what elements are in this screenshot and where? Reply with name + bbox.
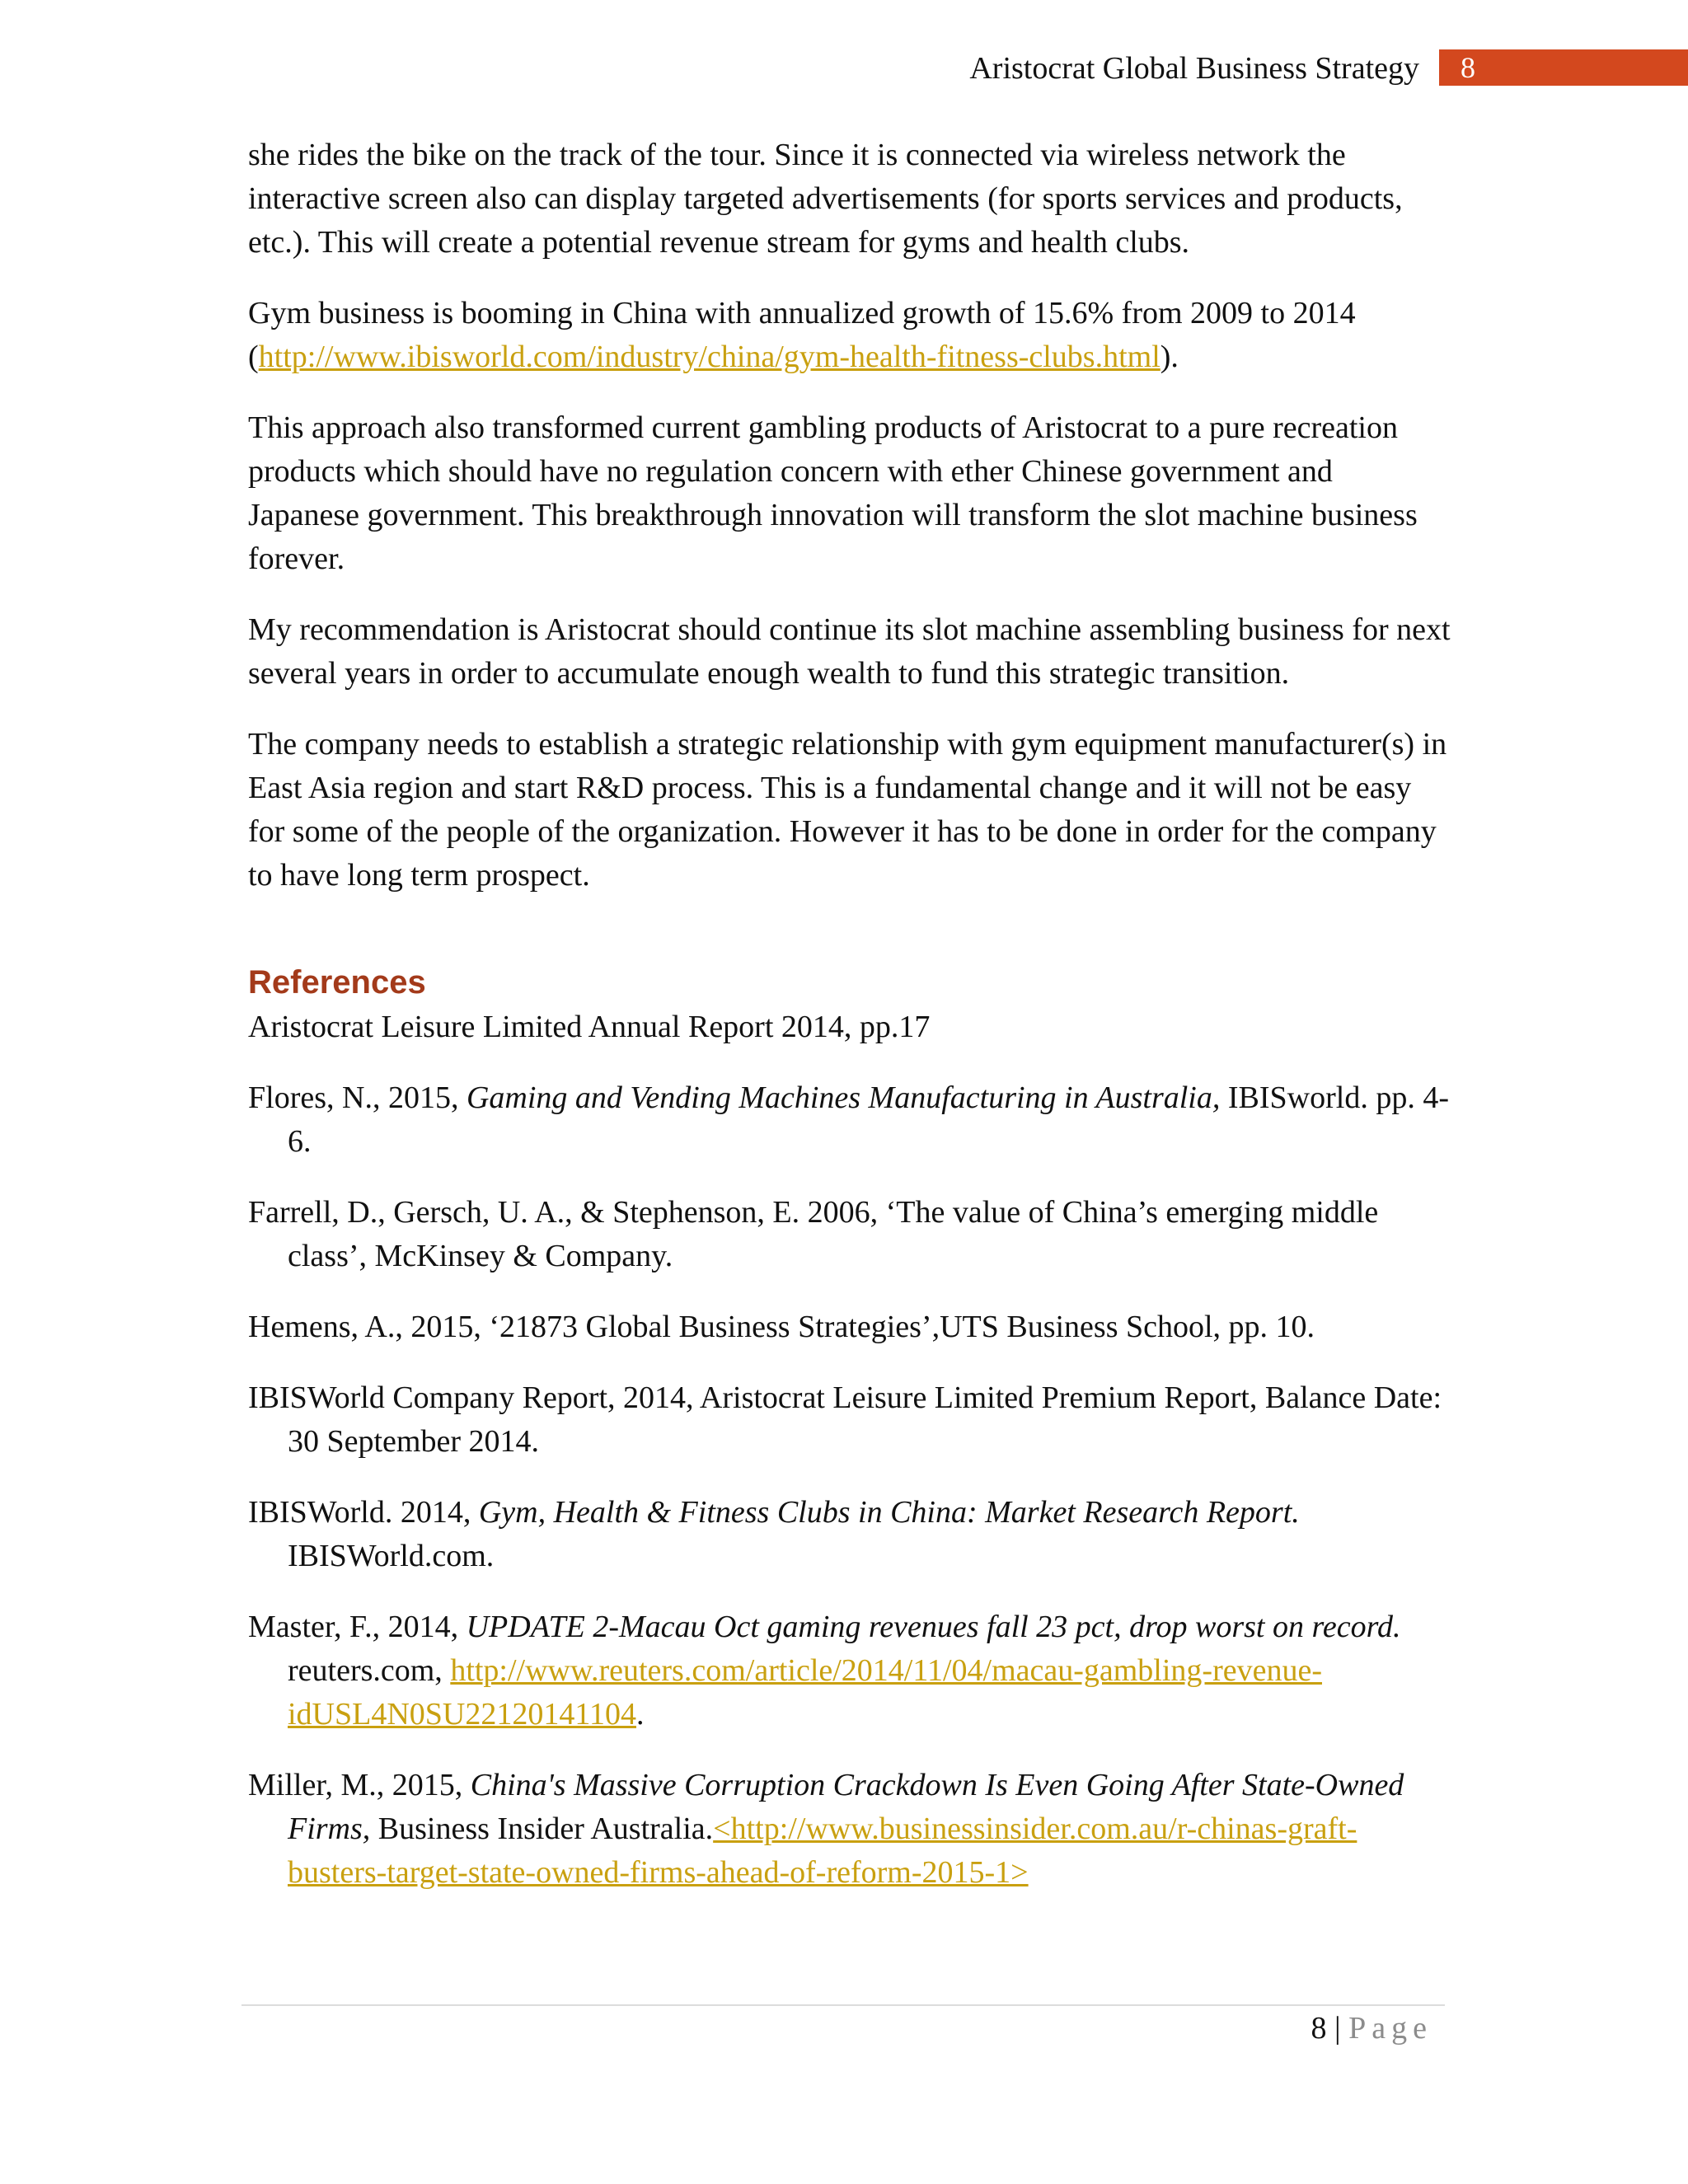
paragraph-2 <box>248 292 1451 379</box>
paragraph-3: This approach also transformed current gambling products of Aristocrat to a pure recreation products which should have no regulation concern with ether Chinese government and Japanese government. This breakthrough innovation will transform the slot machine business forever. <box>248 410 1418 576</box>
ibisworld-link[interactable]: http://www.ibisworld.com/industry/china/gym-health-fitness-clubs.html <box>258 340 1160 374</box>
reference-8 <box>248 1764 1451 1895</box>
reference-8-author: Miller, M., 2015, <box>248 1768 471 1802</box>
running-header-title: Aristocrat Global Business Strategy <box>969 51 1419 86</box>
reference-5: IBISWorld Company Report, 2014, Aristocrat Leisure Limited Premium Report, Balance Date: 30 September 2014. <box>248 1380 1442 1459</box>
header-page-number: 8 <box>1439 49 1688 86</box>
reference-3: Farrell, D., Gersch, U. A., & Stephenson, E. 2006, ‘The value of China’s emerging middle class’, McKinsey & Company. <box>248 1195 1379 1273</box>
reference-6-title: Gym, Health & Fitness Clubs in China: Market Research Report. <box>478 1495 1300 1530</box>
paragraph-2-text: Gym business is booming in China with annualized growth of 15.6% from 2009 to 2014 ( <box>248 296 1356 374</box>
page-content <box>248 134 1451 1922</box>
footer-divider <box>241 2004 1445 2006</box>
reference-7 <box>248 1605 1451 1736</box>
reference-6 <box>248 1491 1451 1578</box>
footer-page-word: Page <box>1348 2011 1432 2046</box>
reference-2 <box>248 1076 1451 1164</box>
reference-7-author: Master, F., 2014, <box>248 1610 467 1644</box>
paragraph-1: she rides the bike on the track of the tour. Since it is connected via wireless network the interactive screen also can display targeted advertisements (for sports services and products, etc.). This will create a potential revenue stream for gyms and health clubs. <box>248 138 1403 260</box>
business-insider-link[interactable]: <http://www.businessinsider.com.au/r-chinas-graft-busters-target-state-owned-firms-ahead-of-reform-2015-1> <box>288 1811 1357 1890</box>
footer-page-number: 8 <box>1311 2011 1327 2046</box>
reference-6-source: IBISWorld.com. <box>288 1539 495 1573</box>
reference-7-title: UPDATE 2-Macau Oct gaming revenues fall 23 pct, drop worst on record. <box>466 1610 1401 1644</box>
reference-2-source: IBISworld. pp. 4-6. <box>288 1080 1449 1159</box>
footer-separator: | <box>1326 2011 1349 2046</box>
paragraph-2-end: ). <box>1160 340 1179 374</box>
reference-7-source: reuters.com, <box>288 1653 451 1688</box>
reference-2-title: Gaming and Vending Machines Manufacturing in Australia, <box>466 1080 1221 1115</box>
reference-8-source: Business Insider Australia. <box>370 1811 714 1846</box>
paragraph-4: My recommendation is Aristocrat should continue its slot machine assembling business for next several years in order to accumulate enough wealth to fund this strategic transition. <box>248 612 1451 691</box>
reference-1: Aristocrat Leisure Limited Annual Report 2014, pp.17 <box>248 1010 931 1044</box>
reference-2-author: Flores, N., 2015, <box>248 1080 467 1115</box>
reference-7-end: . <box>635 1697 645 1732</box>
reuters-link[interactable]: http://www.reuters.com/article/2014/11/04/macau-gambling-revenue-idUSL4N0SU22120141104 <box>288 1653 1322 1732</box>
reference-4: Hemens, A., 2015, ‘21873 Global Business Strategies’,UTS Business School, pp. 10. <box>248 1310 1315 1344</box>
references-heading: References <box>248 964 426 1001</box>
footer-page-label <box>1311 2008 1432 2049</box>
reference-8-title: China's Massive Corruption Crackdown Is Even Going After State-Owned Firms, <box>288 1768 1404 1846</box>
reference-6-author: IBISWorld. 2014, <box>248 1495 479 1530</box>
paragraph-5: The company needs to establish a strategic relationship with gym equipment manufacturer(s) in East Asia region and start R&D process. This is a fundamental change and it will not be easy for some of the people of the organization. However it has to be done in order for the company to have long term prospect. <box>248 727 1447 893</box>
